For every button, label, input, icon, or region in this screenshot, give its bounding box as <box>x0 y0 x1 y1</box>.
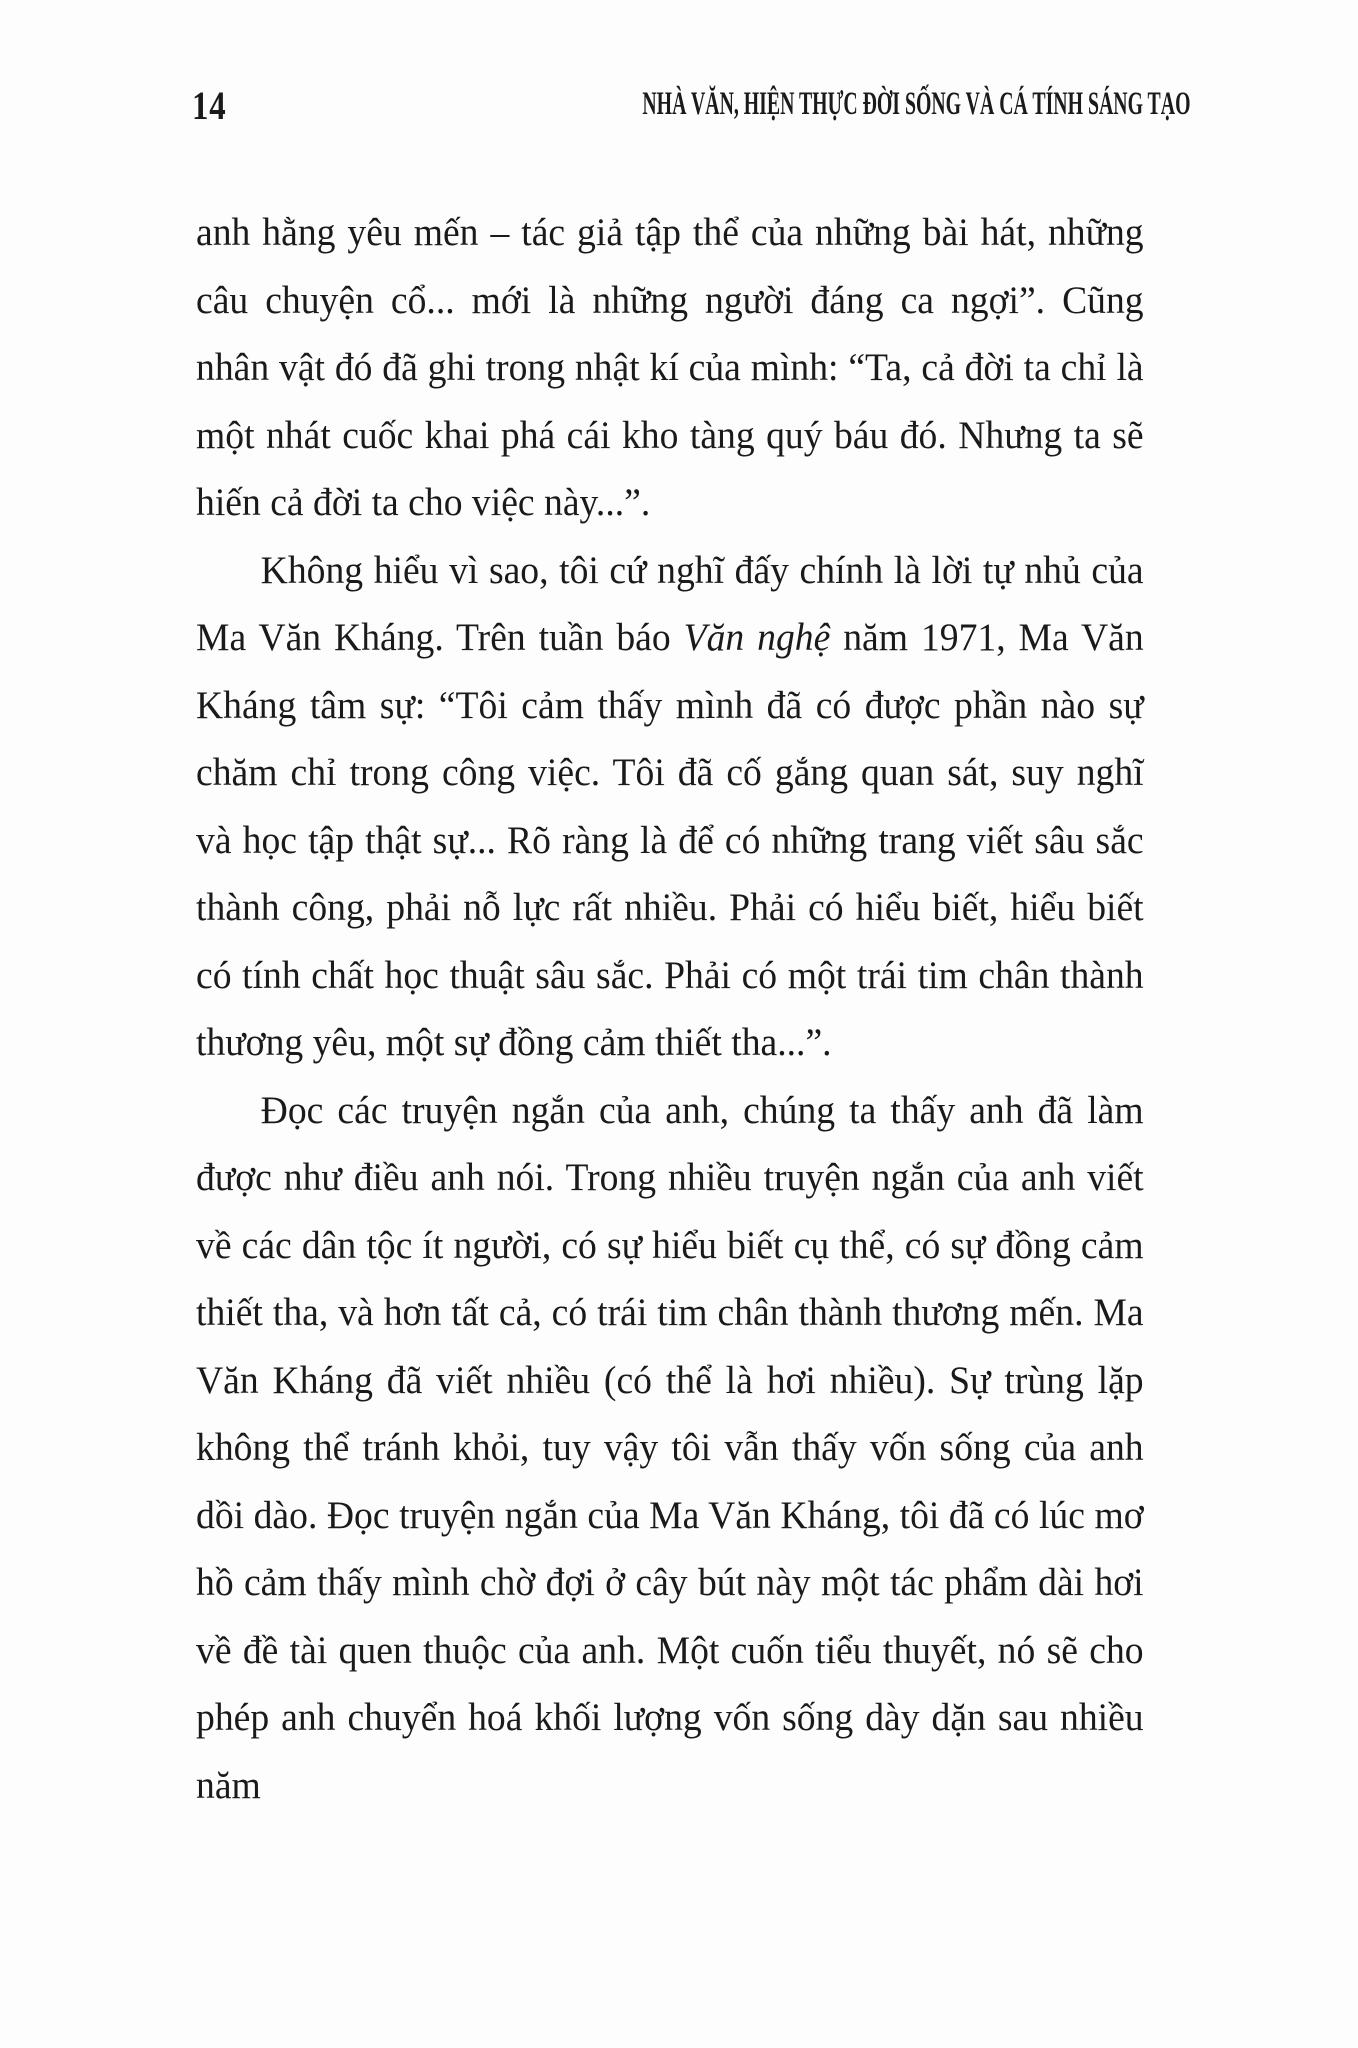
paragraph-quote <box>196 537 1144 1077</box>
body-text <box>196 199 1144 1819</box>
paragraph-text-after: năm 1971, Ma Văn Kháng tâm sự: “Tôi cảm thấy mình đã có được phần nào sự chăm chỉ trong công việc. Tôi đã cố gắng quan sát, suy nghĩ và học tập thật sự... Rõ ràng là để có những trang viết sâu sắc thành công, phải nỗ lực rất nhiều. Phải có hiểu biết, hiểu biết có tính chất học thuật sâu sắc. Phải có một trái tim chân thành thương yêu, một sự đồng cảm thiết tha...”. <box>196 616 1144 1064</box>
paragraph-reading: Đọc các truyện ngắn của anh, chúng ta thấy anh đã làm được như điều anh nói. Trong nhiều truyện ngắn của anh viết về các dân tộc ít người, có sự hiểu biết cụ thể, có sự đồng cảm thiết tha, và hơn tất cả, có trái tim chân thành thương mến. Ma Văn Kháng đã viết nhiều (có thể là hơi nhiều). Sự trùng lặp không thể tránh khỏi, tuy vậy tôi vẫn thấy vốn sống của anh dồi dào. Đọc truyện ngắn của Ma Văn Kháng, tôi đã có lúc mơ hồ cảm thấy mình chờ đợi ở cây bút này một tác phẩm dài hơi về đề tài quen thuộc của anh. Một cuốn tiểu thuyết, nó sẽ cho phép anh chuyển hoá khối lượng vốn sống dày dặn sau nhiều năm <box>196 1088 1144 1807</box>
running-title: NHÀ VĂN, HIỆN THỰC ĐỜI SỐNG VÀ CÁ TÍNH SÁNG TẠO <box>641 86 1190 122</box>
page-header <box>192 76 1190 136</box>
paragraph-text-before: Không hiểu vì sao, tôi cứ nghĩ đấy chính là lời tự nhủ của Ma Văn Kháng. Trên tuần báo <box>196 548 1144 659</box>
paragraph-continued: anh hằng yêu mến – tác giả tập thể của những bài hát, những câu chuyện cổ... mới là những người đáng ca ngợi”. Cũng nhân vật đó đã ghi trong nhật kí của mình: “Ta, cả đời ta chỉ là một nhát cuốc khai phá cái kho tàng quý báu đó. Nhưng ta sẽ hiến cả đời ta cho việc này...”. <box>196 211 1144 524</box>
page-number: 14 <box>192 83 227 128</box>
newspaper-title: Văn nghệ <box>683 616 831 659</box>
